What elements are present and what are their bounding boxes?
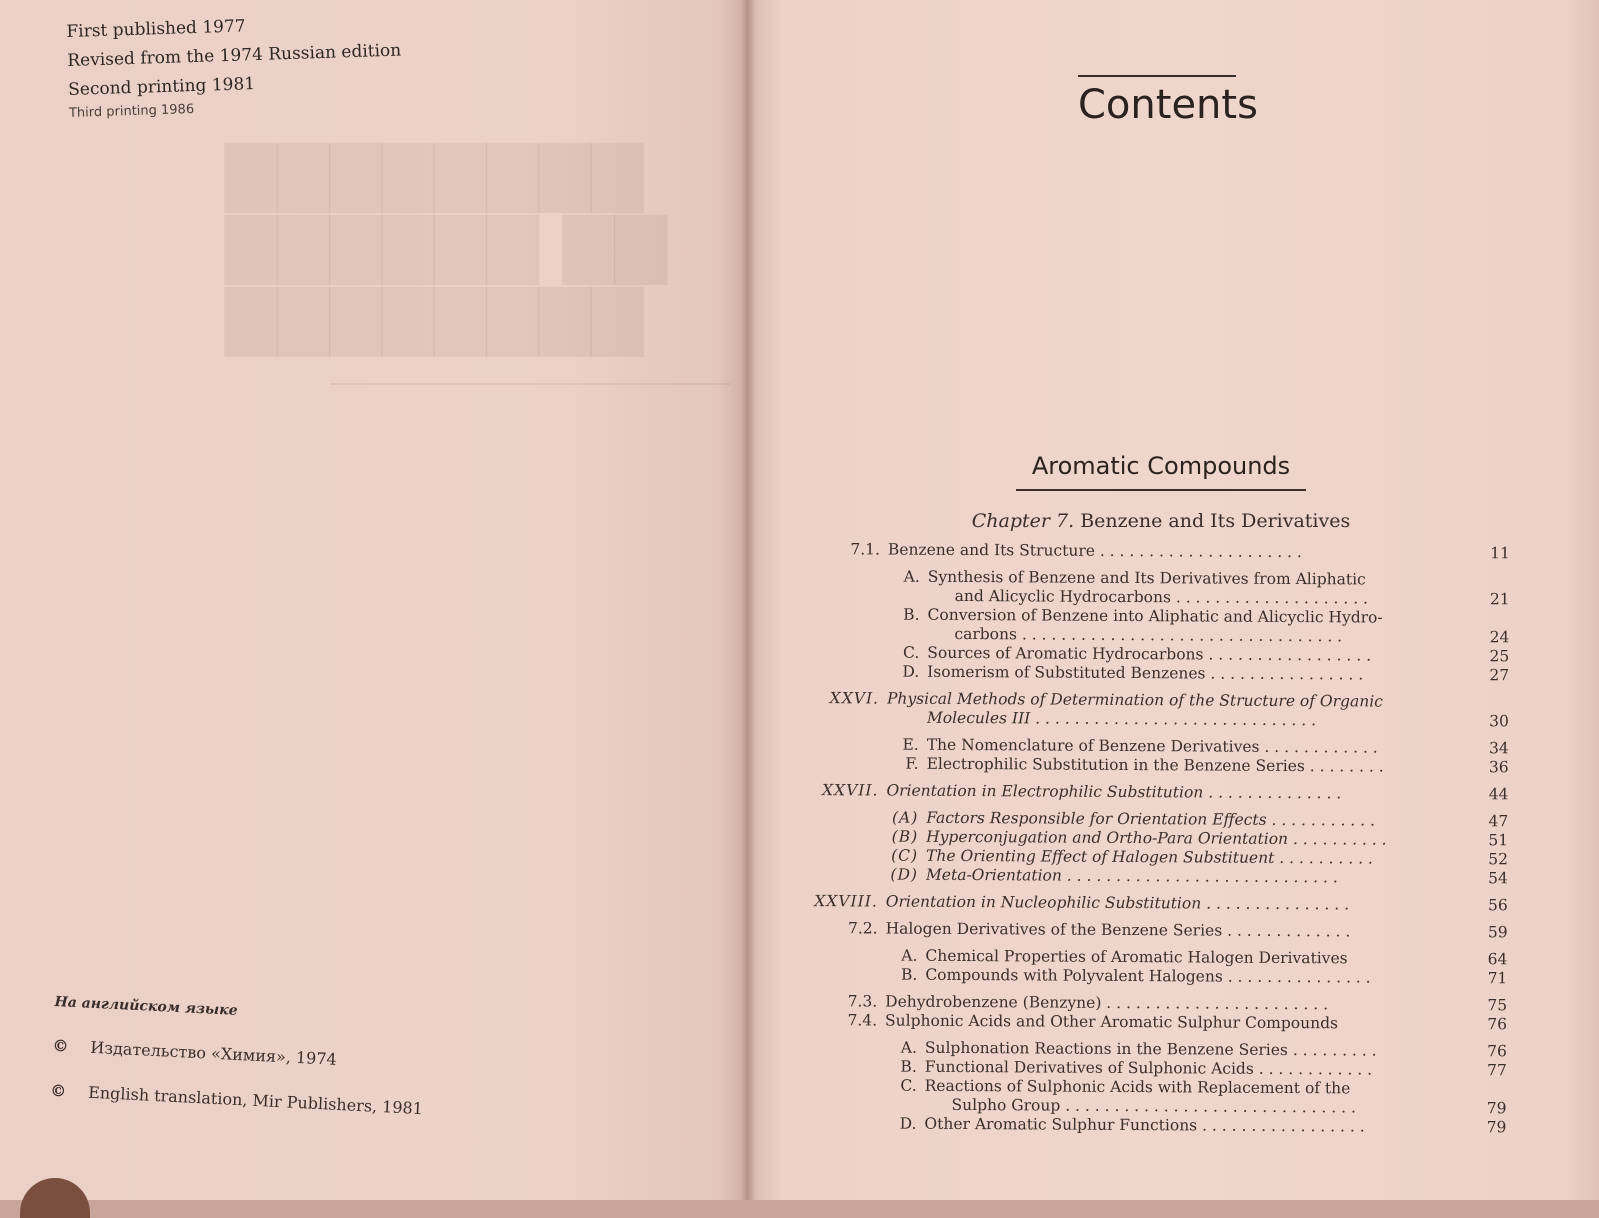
toc-entry-text: Sulphonic Acids and Other Aromatic Sulphur Compounds [885, 1011, 1339, 1033]
toc-entry-text: Halogen Derivatives of the Benzene Series . . . . . . . . . . . . . [885, 919, 1351, 941]
toc-entry-number: (A) [891, 808, 919, 827]
copyright-text: English translation, Mir Publishers, 1981 [87, 1082, 424, 1119]
toc-entry-text: carbons . . . . . . . . . . . . . . . . . . . . . . . . . . . . . . . . . [954, 624, 1343, 646]
toc-entry-number: 7.2. [847, 919, 878, 938]
toc-entry-number: (B) [891, 827, 919, 846]
copyright-text: Издательство «Химия», 1974 [89, 1037, 338, 1069]
book-gutter [740, 0, 756, 1200]
toc-entry-text: Other Aromatic Sulphur Functions . . . . . . . . . . . . . . . . . [924, 1114, 1365, 1136]
show-through-rule [330, 383, 730, 385]
printing-history [66, 8, 403, 123]
toc-entry-page: 36 [1488, 758, 1509, 777]
toc-entry-page: 47 [1488, 812, 1509, 831]
toc-entry-text: Orientation in Nucleophilic Substitution . . . . . . . . . . . . . . . [885, 892, 1350, 914]
toc-entry-page: 25 [1489, 647, 1510, 666]
imprint-line: First published 1977 [66, 16, 246, 42]
imprint-line: Revised from the 1974 Russian edition [67, 40, 402, 71]
toc-entry-page: 52 [1488, 850, 1509, 869]
toc-entry-text: Functional Derivatives of Sulphonic Acids . . . . . . . . . . . . [924, 1057, 1373, 1079]
toc-entry-page: 79 [1486, 1118, 1507, 1137]
toc-entry-text: Reactions of Sulphonic Acids with Replacement of the [924, 1076, 1351, 1098]
toc-entry-number: (D) [890, 865, 919, 884]
toc-entry-page: 79 [1486, 1099, 1507, 1118]
toc-entry-number: B. [903, 605, 920, 624]
toc-entry-text: Orientation in Electrophilic Substitution . . . . . . . . . . . . . . [886, 781, 1342, 803]
toc-entry-page: 59 [1487, 923, 1508, 942]
toc-entry-number: B. [900, 1057, 917, 1076]
toc-entry-text: The Nomenclature of Benzene Derivatives . . . . . . . . . . . . [926, 735, 1378, 757]
copyright-line [52, 1036, 426, 1073]
language-note: На английском языке [54, 994, 238, 1019]
toc-entry-number: 7.1. [850, 540, 880, 559]
toc-entry-number: 7.4. [847, 1011, 878, 1030]
toc-entry-number: F. [905, 754, 919, 773]
toc-entry-text: Conversion of Benzene into Aliphatic and Alicyclic Hydro- [927, 605, 1383, 627]
toc-entry-page: 11 [1490, 544, 1510, 563]
toc-entry-page: 56 [1487, 896, 1508, 915]
toc-entry-page: 76 [1487, 1015, 1508, 1034]
copyright-symbol: © [49, 1080, 67, 1101]
toc-entry-number: 7.3. [847, 992, 878, 1011]
chapter-title [956, 510, 1366, 532]
toc-entry-number: (C) [891, 846, 919, 865]
toc-entry-page: 21 [1489, 590, 1510, 609]
show-through-title: ▇▇▇▇▇▇▇▇ ▇▇ ▇▇▇▇▇▇ ▇▇▇▇▇▇▇▇ [225, 134, 668, 357]
toc-entry-page: 71 [1487, 969, 1508, 988]
toc-entry-text: Synthesis of Benzene and Its Derivatives from Aliphatic [927, 567, 1366, 589]
chapter-name: Benzene and Its Derivatives [1080, 510, 1351, 532]
toc-entry-number: D. [902, 662, 920, 681]
toc-entry-page: 44 [1488, 785, 1509, 804]
toc-entry-number: A. [903, 567, 920, 586]
imprint-small: Third printing 1986 [68, 102, 195, 121]
section-rule [1016, 489, 1306, 491]
toc-entry-number: XXVI. [829, 689, 880, 708]
copyright-line [50, 1081, 424, 1118]
toc-entry-text: Benzene and Its Structure . . . . . . . . . . . . . . . . . . . . . [887, 540, 1302, 562]
toc-entry-text: Compounds with Polyvalent Halogens . . . . . . . . . . . . . . . [925, 965, 1371, 987]
toc-entry-number: XXVIII. [814, 892, 878, 911]
toc-entry-page: 34 [1488, 739, 1509, 758]
toc-entry-text: Factors Responsible for Orientation Effects . . . . . . . . . . . [926, 808, 1376, 830]
toc-entry-number: E. [902, 735, 919, 754]
toc-entry-number: B. [900, 965, 918, 984]
toc-entry-text: Electrophilic Substitution in the Benzene Series . . . . . . . . [926, 754, 1384, 776]
toc-entry-page: 54 [1488, 869, 1509, 888]
toc-entry-page: 76 [1487, 1042, 1507, 1061]
toc-entry-text: Isomerism of Substituted Benzenes . . . . . . . . . . . . . . . . [927, 662, 1364, 684]
toc-entry-page: 24 [1489, 628, 1510, 647]
toc-entry-page: 64 [1487, 950, 1508, 969]
toc-entry-number: C. [900, 1076, 917, 1095]
contents-rule [1078, 75, 1236, 77]
toc-entry-number: A. [901, 946, 918, 965]
toc-entry-number: C. [903, 643, 920, 662]
toc-entry-number: XXVII. [821, 781, 879, 800]
toc-entry-text: Chemical Properties of Aromatic Halogen Derivatives [925, 946, 1348, 968]
copyright-block [49, 994, 428, 1144]
toc-list [796, 540, 1510, 1137]
imprint-line: Second printing 1981 [67, 74, 256, 100]
toc-entry-page: 51 [1488, 831, 1509, 850]
section-title: Aromatic Compounds [1031, 452, 1291, 480]
toc-entry-text: Physical Methods of Determination of the Structure of Organic [886, 689, 1383, 711]
toc-entry-text: Molecules III . . . . . . . . . . . . . . . . . . . . . . . . . . . . . [926, 708, 1317, 730]
toc-entry-page: 77 [1486, 1061, 1507, 1080]
chapter-label: Chapter 7. [971, 510, 1075, 532]
toc-entry-text: The Orienting Effect of Halogen Substituent . . . . . . . . . . [926, 846, 1373, 868]
toc-entry-text: Sulpho Group . . . . . . . . . . . . . . . . . . . . . . . . . . . . . . [951, 1095, 1356, 1117]
toc-entry-page: 27 [1489, 666, 1510, 685]
toc-entry-page: 30 [1489, 712, 1509, 731]
copyright-symbol: © [52, 1035, 69, 1056]
toc-entry-number: A. [900, 1038, 917, 1057]
toc-entry-number: D. [899, 1114, 917, 1133]
toc-entry-text: Meta-Orientation . . . . . . . . . . . . . . . . . . . . . . . . . . . . [925, 865, 1338, 887]
toc-entry-text: Hyperconjugation and Ortho-Para Orientation . . . . . . . . . . [926, 827, 1387, 849]
toc-entry-text: Sulphonation Reactions in the Benzene Series . . . . . . . . . [924, 1038, 1377, 1060]
toc-entry-text: Sources of Aromatic Hydrocarbons . . . . . . . . . . . . . . . . . [927, 643, 1372, 665]
toc-entry-text: Dehydrobenzene (Benzyne) . . . . . . . . . . . . . . . . . . . . . . . [885, 992, 1329, 1014]
toc-entry-page: 75 [1487, 996, 1508, 1015]
contents-title: Contents [1078, 82, 1258, 128]
toc-entry-text: and Alicyclic Hydrocarbons . . . . . . . . . . . . . . . . . . . . [954, 586, 1369, 608]
